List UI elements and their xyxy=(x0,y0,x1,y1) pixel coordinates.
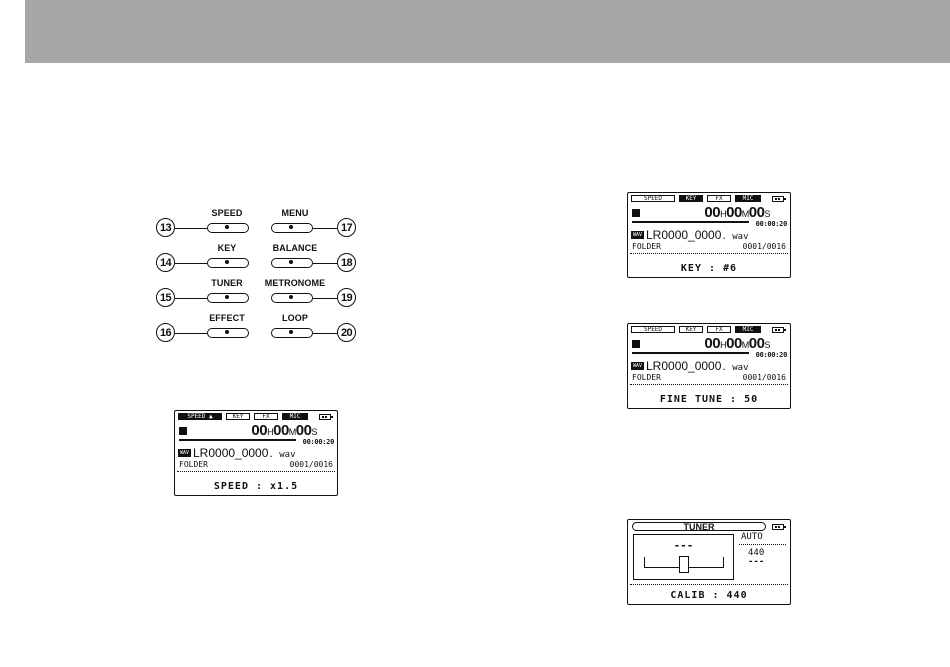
file-name: LR0000_0000. wav xyxy=(646,359,749,373)
tuner-needle xyxy=(679,556,689,573)
battery-icon xyxy=(772,524,784,530)
wav-format-icon: WAV xyxy=(632,232,643,238)
remaining-time: 00:00:20 xyxy=(755,220,787,228)
fx-indicator: FX xyxy=(707,326,731,333)
tuner-screen xyxy=(627,519,791,605)
callout-14: 14 xyxy=(156,253,175,272)
key-indicator: KEY xyxy=(679,195,703,202)
key-indicator: KEY xyxy=(226,413,250,420)
leader-line xyxy=(175,298,207,299)
leader-line xyxy=(313,228,337,229)
folder-count: 0001/0016 xyxy=(742,373,786,382)
callout-13: 13 xyxy=(156,218,175,237)
key-indicator: KEY xyxy=(679,326,703,333)
button-panel xyxy=(150,205,365,350)
calib-value: CALIB : 440 xyxy=(670,590,748,601)
meter-tick xyxy=(723,557,724,567)
tuner-note: --- xyxy=(748,557,765,567)
fine-tune-screen xyxy=(627,323,791,409)
elapsed-time: 00H00M00S xyxy=(704,335,770,352)
folder-count: 0001/0016 xyxy=(289,460,333,469)
callout-16: 16 xyxy=(156,323,175,342)
loop-button-label: LOOP xyxy=(282,313,308,323)
mic-indicator: MIC xyxy=(735,195,761,202)
folder-count: 0001/0016 xyxy=(742,242,786,251)
calibration-frequency: 440 xyxy=(748,548,765,558)
leader-line xyxy=(313,263,337,264)
loop-button[interactable] xyxy=(271,328,313,338)
callout-15: 15 xyxy=(156,288,175,307)
stop-icon xyxy=(179,427,187,435)
folder-label: FOLDER xyxy=(632,242,661,251)
leader-line xyxy=(313,298,337,299)
metronome-button-label: METRONOME xyxy=(264,278,326,288)
key-screen xyxy=(627,192,791,278)
divider xyxy=(177,471,335,472)
file-name: LR0000_0000. wav xyxy=(646,228,749,242)
speed-button-label: SPEED xyxy=(211,208,243,218)
leader-line xyxy=(313,333,337,334)
tuner-mode: AUTO xyxy=(741,532,763,542)
balance-button-label: BALANCE xyxy=(272,243,318,253)
wav-format-icon: WAV xyxy=(179,450,190,456)
fx-indicator: FX xyxy=(707,195,731,202)
tuner-button[interactable] xyxy=(207,293,249,303)
key-value: KEY : #6 xyxy=(680,263,738,274)
progress-bar xyxy=(179,439,296,441)
menu-button[interactable] xyxy=(271,223,313,233)
effect-button[interactable] xyxy=(207,328,249,338)
leader-line xyxy=(175,333,207,334)
key-button-label: KEY xyxy=(217,243,237,253)
remaining-time: 00:00:20 xyxy=(755,351,787,359)
folder-label: FOLDER xyxy=(632,373,661,382)
callout-18: 18 xyxy=(337,253,356,272)
speed-screen xyxy=(174,410,338,496)
page-header-bar xyxy=(25,0,950,63)
progress-bar xyxy=(632,352,749,354)
stop-icon xyxy=(632,340,640,348)
leader-line xyxy=(175,263,207,264)
folder-label: FOLDER xyxy=(179,460,208,469)
tuner-button-label: TUNER xyxy=(211,278,243,288)
key-button[interactable] xyxy=(207,258,249,268)
battery-icon xyxy=(772,196,784,202)
menu-button-label: MENU xyxy=(281,208,309,218)
fine-tune-value: FINE TUNE : 50 xyxy=(659,394,759,405)
metronome-button[interactable] xyxy=(271,293,313,303)
divider xyxy=(630,584,788,585)
mic-indicator: MIC xyxy=(282,413,308,420)
speed-indicator: SPEED ▲ xyxy=(178,413,222,420)
tuner-meter xyxy=(633,534,734,580)
file-name: LR0000_0000. wav xyxy=(193,446,296,460)
effect-button-label: EFFECT xyxy=(209,313,245,323)
callout-17: 17 xyxy=(337,218,356,237)
divider xyxy=(630,253,788,254)
battery-icon xyxy=(319,414,331,420)
battery-icon xyxy=(772,327,784,333)
speed-indicator: SPEED xyxy=(631,195,675,202)
tuner-title: TUNER xyxy=(632,522,766,531)
balance-button[interactable] xyxy=(271,258,313,268)
remaining-time: 00:00:20 xyxy=(302,438,334,446)
callout-19: 19 xyxy=(337,288,356,307)
progress-bar xyxy=(632,221,749,223)
divider xyxy=(739,544,786,545)
speed-value: SPEED : x1.5 xyxy=(213,481,299,492)
fx-indicator: FX xyxy=(254,413,278,420)
divider xyxy=(630,384,788,385)
mic-indicator: MIC xyxy=(735,326,761,333)
tuner-reading: --- xyxy=(673,539,694,552)
meter-tick xyxy=(644,557,645,567)
callout-20: 20 xyxy=(337,323,356,342)
wav-format-icon: WAV xyxy=(632,363,643,369)
speed-button[interactable] xyxy=(207,223,249,233)
elapsed-time: 00H00M00S xyxy=(704,204,770,221)
speed-indicator: SPEED xyxy=(631,326,675,333)
leader-line xyxy=(175,228,207,229)
elapsed-time: 00H00M00S xyxy=(251,422,317,439)
stop-icon xyxy=(632,209,640,217)
